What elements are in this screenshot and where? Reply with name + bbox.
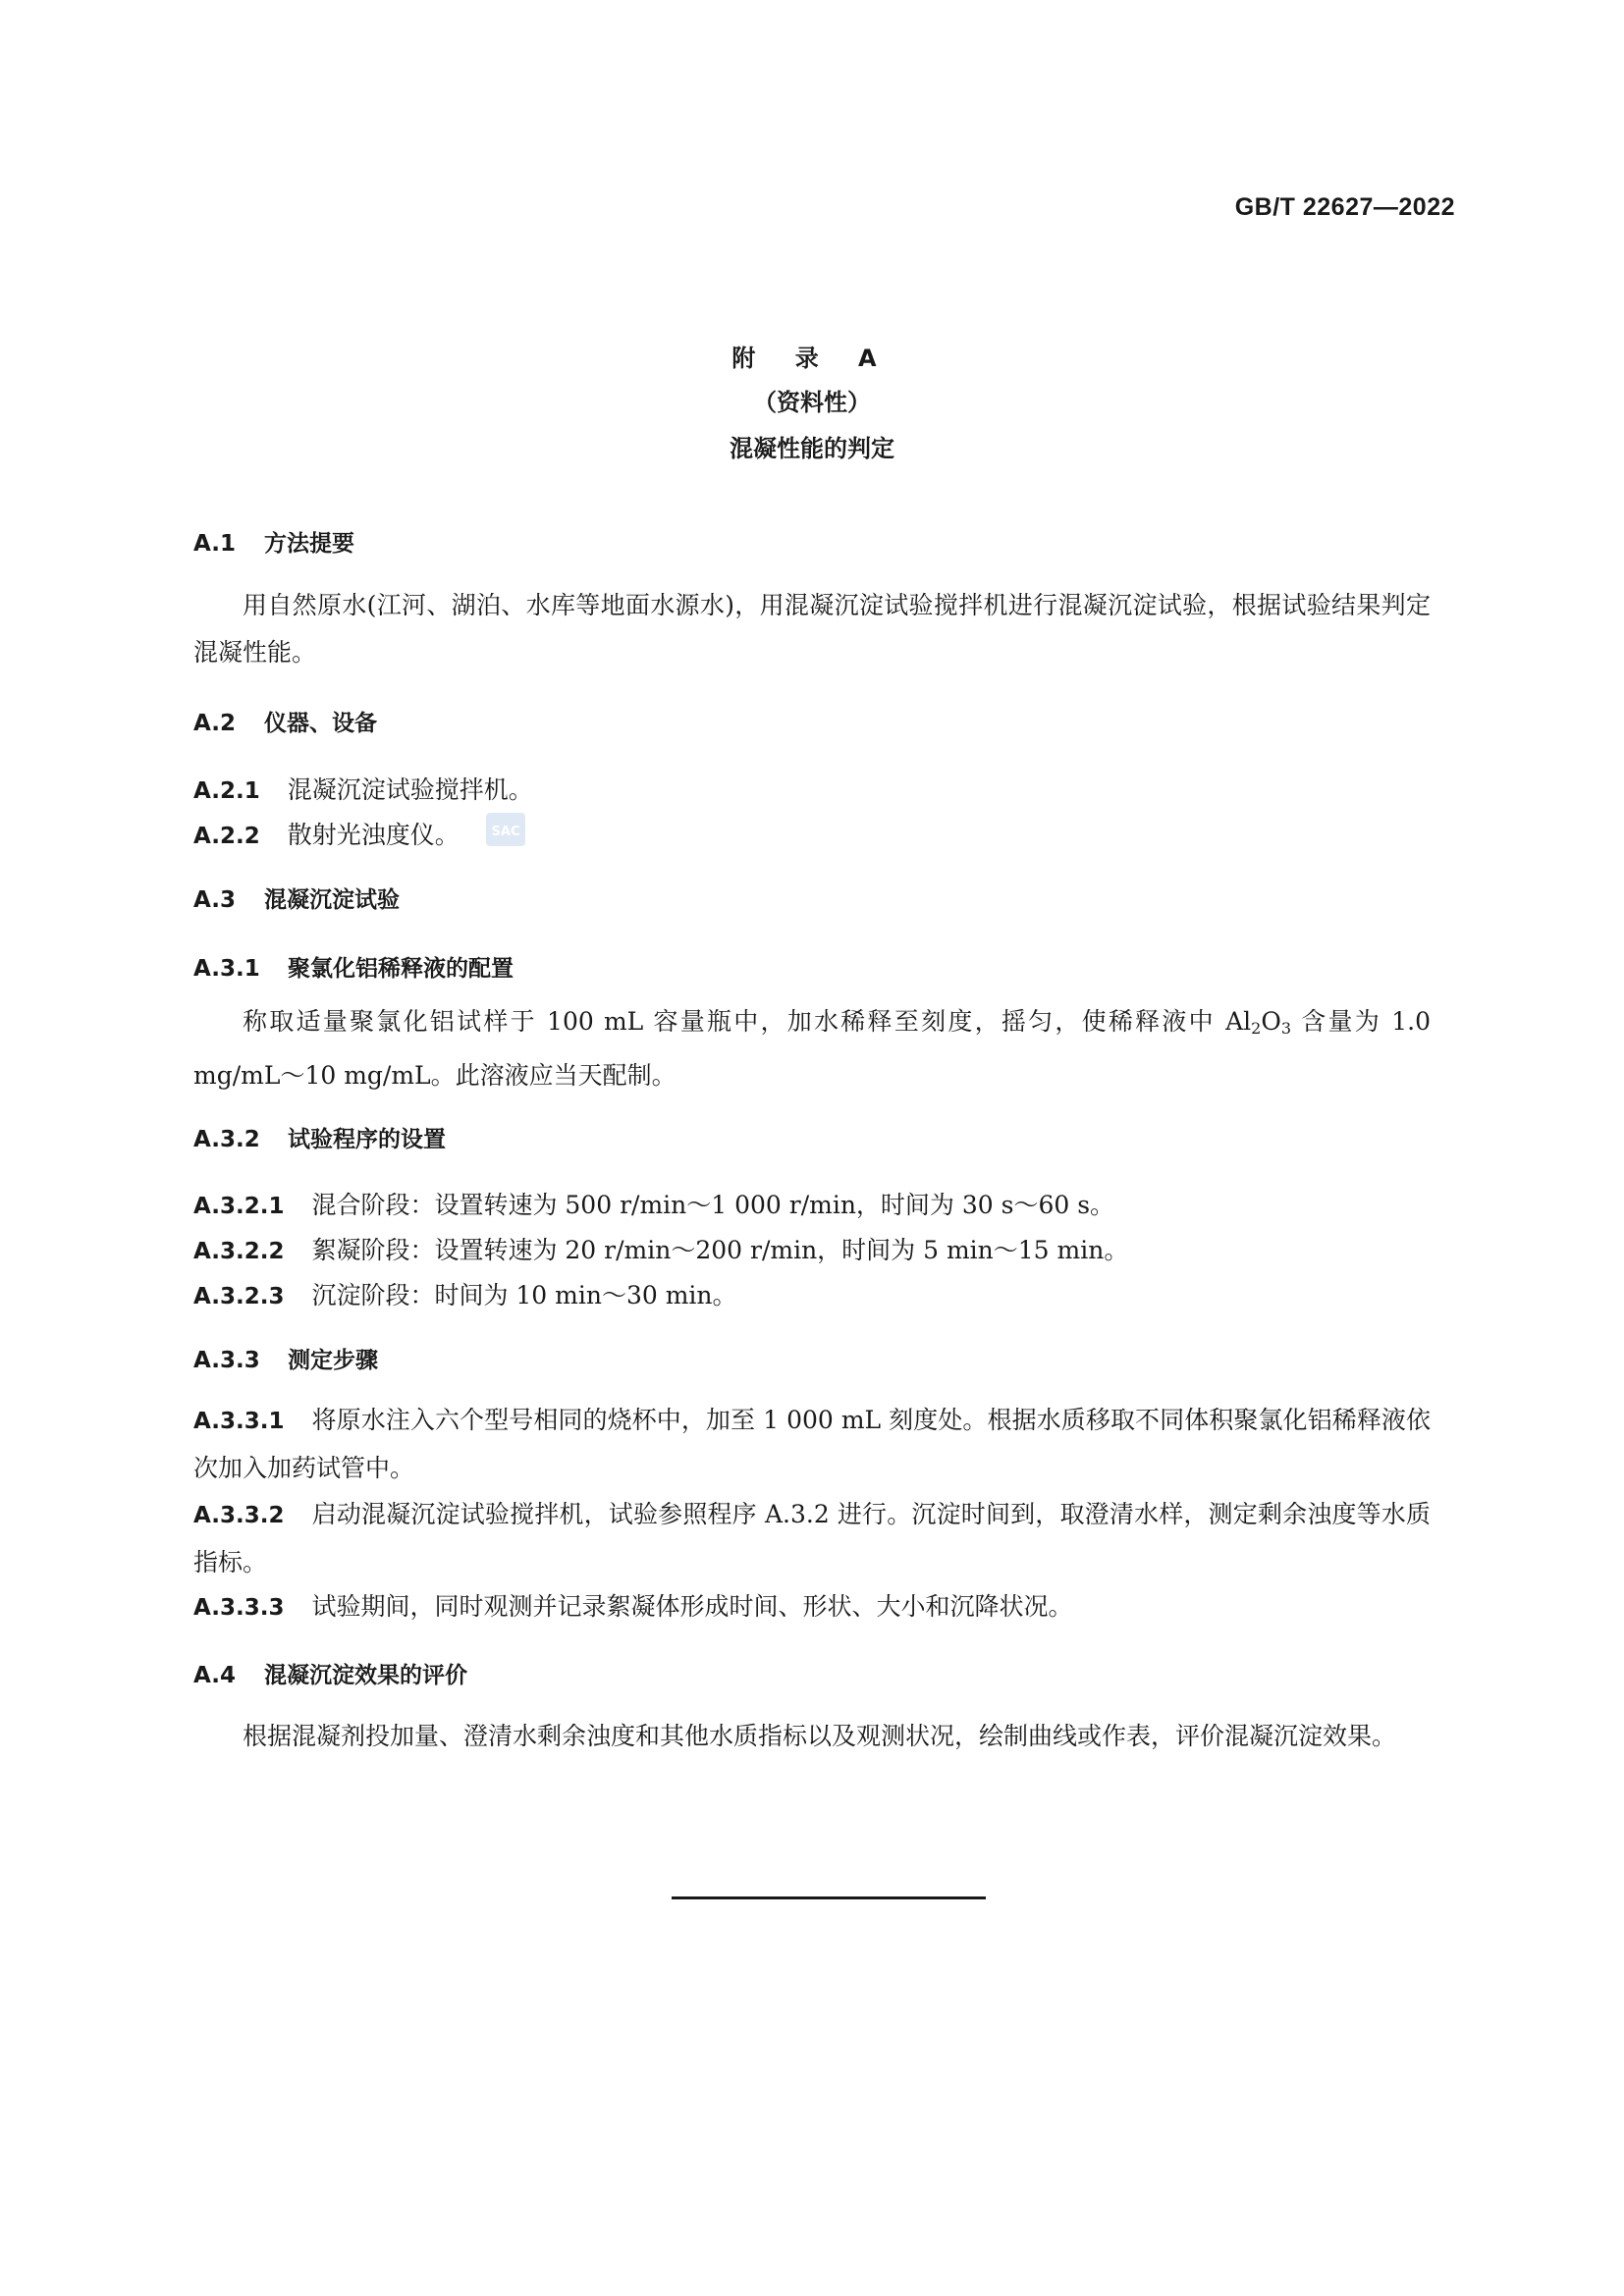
- list-item: [193, 1276, 737, 1311]
- item-text: 沉淀阶段：时间为 10 min～30 min。: [311, 1281, 737, 1309]
- list-item: [193, 1231, 1128, 1266]
- item-text: 絮凝阶段：设置转速为 20 r/min～200 r/min，时间为 5 min～15 min。: [311, 1236, 1129, 1264]
- appendix-nature: （资料性）: [753, 389, 871, 416]
- list-item: [193, 1583, 1431, 1631]
- item-number: A.3.2.3: [193, 1284, 285, 1309]
- text-run: 含量为 1.0 mg/mL～10 mg/mL。此溶液应当天配制。: [193, 1007, 1431, 1090]
- list-item: [193, 771, 533, 806]
- section-title: 试验程序的设置: [288, 1127, 446, 1152]
- item-number: A.3.3.1: [193, 1409, 285, 1434]
- section-title: 混凝沉淀效果的评价: [264, 1663, 467, 1688]
- section-number: A.3.3: [193, 1348, 260, 1373]
- list-item: [193, 1186, 1114, 1221]
- watermark-text: SAC: [491, 825, 520, 839]
- item-text: 混合阶段：设置转速为 500 r/min～1 000 r/min，时间为 30 s～60 s。: [311, 1191, 1115, 1219]
- item-number: A.3.2.1: [193, 1194, 285, 1219]
- item-text: 散射光浊度仪。: [287, 821, 460, 849]
- section-number: A.3: [193, 887, 236, 913]
- section-heading-a4: [193, 1657, 467, 1689]
- list-item: [193, 1491, 1431, 1586]
- item-number: A.3.3.3: [193, 1595, 285, 1621]
- list-item: [193, 816, 460, 851]
- appendix-label: 附 录 A: [731, 345, 893, 372]
- section-heading-a33: [193, 1342, 378, 1374]
- end-rule: [672, 1896, 986, 1899]
- subscript: 3: [1280, 1019, 1292, 1038]
- section-heading-a32: [193, 1121, 446, 1153]
- item-number: A.2.2: [193, 824, 260, 849]
- section-text-a4: 根据混凝剂投加量、澄清水剩余浊度和其他水质指标以及观测状况，绘制曲线或作表，评价混凝沉淀效果。: [243, 1722, 1397, 1750]
- item-text: 启动混凝沉淀试验搅拌机，试验参照程序 A.3.2 进行。沉淀时间到，取澄清水样，测定剩余浊度等水质指标。: [193, 1500, 1431, 1576]
- section-title: 聚氯化铝稀释液的配置: [288, 956, 514, 982]
- section-heading-a1: [193, 525, 354, 558]
- section-heading-a3: [193, 881, 400, 914]
- section-number: A.2: [193, 711, 236, 736]
- sac-logo-icon: [485, 809, 526, 850]
- section-number: A.1: [193, 531, 236, 557]
- text-run: O: [1261, 1007, 1281, 1036]
- item-number: A.2.1: [193, 778, 260, 804]
- item-text: 将原水注入六个型号相同的烧杯中，加至 1 000 mL 刻度处。根据水质移取不同体积聚氯化铝稀释液依次加入加药试管中。: [193, 1406, 1431, 1482]
- section-title: 混凝沉淀试验: [264, 887, 400, 913]
- section-number: A.3.2: [193, 1127, 260, 1152]
- subscript: 2: [1251, 1019, 1262, 1038]
- section-title: 方法提要: [264, 531, 354, 557]
- item-text: 混凝沉淀试验搅拌机。: [287, 775, 533, 804]
- section-heading-a31: [193, 950, 514, 983]
- item-text: 试验期间，同时观测并记录絮凝体形成时间、形状、大小和沉降状况。: [311, 1592, 1073, 1621]
- item-number: A.3.2.2: [193, 1239, 285, 1264]
- list-item: [193, 1397, 1431, 1492]
- appendix-title: 混凝性能的判定: [730, 435, 894, 462]
- section-number: A.3.1: [193, 956, 260, 982]
- item-number: A.3.3.2: [193, 1503, 285, 1528]
- section-number: A.4: [193, 1663, 236, 1688]
- section-text-a31: [193, 998, 1431, 1099]
- text-run: 称取适量聚氯化铝试样于 100 mL 容量瓶中，加水稀释至刻度，摇匀，使稀释液中 Al: [243, 1007, 1252, 1036]
- section-text-a1: 用自然原水(江河、湖泊、水库等地面水源水)，用混凝沉淀试验搅拌机进行混凝沉淀试验，根据试验结果判定混凝性能。: [193, 591, 1431, 667]
- section-heading-a2: [193, 705, 377, 737]
- section-title: 仪器、设备: [264, 711, 377, 736]
- standard-code: GB/T 22627—2022: [1234, 193, 1455, 221]
- section-title: 测定步骤: [288, 1348, 378, 1373]
